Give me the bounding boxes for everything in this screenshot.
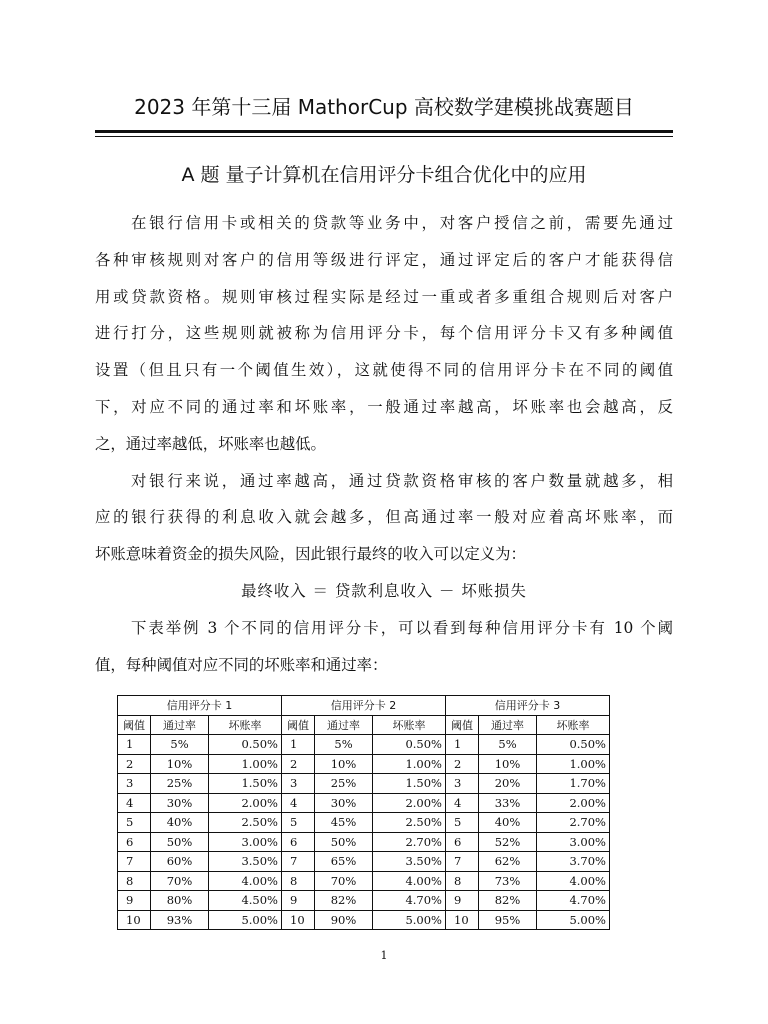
table-cell: 10: [282, 910, 315, 930]
column-header-cell: 阈值: [118, 715, 151, 735]
text-line: 对银行来说，通过率越高，通过贷款资格审核的客户数量就越多，相: [131, 471, 673, 490]
table-cell: 1.50%: [373, 774, 446, 794]
table-cell: 4: [446, 793, 479, 813]
table-cell: 9: [118, 891, 151, 911]
body-text: [95, 205, 673, 683]
column-header-cell: 通过率: [151, 715, 209, 735]
table-cell: 2.00%: [209, 793, 282, 813]
header-rule-thick: [95, 130, 673, 133]
competition-title: 2023 年第十三届 MathorCup 高校数学建模挑战赛题目: [134, 95, 634, 119]
table-cell: 2.70%: [373, 832, 446, 852]
table-cell: 4.00%: [373, 871, 446, 891]
table-cell: 2.00%: [537, 793, 610, 813]
table-cell: 90%: [315, 910, 373, 930]
table-cell: 5: [118, 813, 151, 833]
table-cell: 3: [118, 774, 151, 794]
column-header-cell: 通过率: [479, 715, 537, 735]
table-cell: 1: [282, 735, 315, 755]
table-cell: 0.50%: [209, 735, 282, 755]
table-cell: 7: [118, 852, 151, 872]
table-cell: 4: [282, 793, 315, 813]
table-cell: 5.00%: [373, 910, 446, 930]
table-cell: 5%: [479, 735, 537, 755]
table-cell: 50%: [151, 832, 209, 852]
column-header-cell: 阈值: [446, 715, 479, 735]
table-cell: 5.00%: [209, 910, 282, 930]
text-line: 最终收入 ＝ 贷款利息收入 － 坏账损失: [241, 581, 527, 600]
table-cell: 2.50%: [373, 813, 446, 833]
card-header-cell: 信用评分卡 3: [446, 696, 610, 716]
table-cell: 82%: [479, 891, 537, 911]
table-row: [118, 793, 610, 813]
text-line: 应的银行获得的利息收入就会越多，但高通过率一般对应着高坏账率，而: [95, 508, 673, 527]
table-cell: 65%: [315, 852, 373, 872]
table-cell: 3.00%: [209, 832, 282, 852]
table-cell: 9: [446, 891, 479, 911]
table-cell: 30%: [151, 793, 209, 813]
table-cell: 3: [282, 774, 315, 794]
table-cell: 10%: [151, 754, 209, 774]
table-cell: 80%: [151, 891, 209, 911]
credit-score-table: [117, 695, 610, 930]
table-cell: 0.50%: [373, 735, 446, 755]
table-cell: 25%: [151, 774, 209, 794]
table-cell: 52%: [479, 832, 537, 852]
table-cell: 3: [446, 774, 479, 794]
table-cell: 6: [446, 832, 479, 852]
table-cell: 8: [282, 871, 315, 891]
column-header-cell: 坏账率: [537, 715, 610, 735]
text-line: 设置（但且只有一个阈值生效），这就使得不同的信用评分卡在不同的阈值: [95, 361, 673, 380]
table-cell: 2.50%: [209, 813, 282, 833]
table-cell: 1.70%: [537, 774, 610, 794]
text-line: 值，每种阈值对应不同的坏账率和通过率：: [95, 655, 388, 674]
table-cell: 3.50%: [373, 852, 446, 872]
table-row: [118, 852, 610, 872]
table-cell: 20%: [479, 774, 537, 794]
table-cell: 50%: [315, 832, 373, 852]
table-cell: 5%: [151, 735, 209, 755]
table-cell: 10: [118, 910, 151, 930]
table-cell: 4.70%: [537, 891, 610, 911]
text-line: 下表举例 3 个不同的信用评分卡，可以看到每种信用评分卡有 10 个阈: [131, 618, 673, 637]
table-cell: 10%: [479, 754, 537, 774]
table-cell: 4.00%: [537, 871, 610, 891]
table-column-header-row: [118, 715, 610, 735]
table-row: [118, 871, 610, 891]
column-header-cell: 坏账率: [209, 715, 282, 735]
column-header-cell: 通过率: [315, 715, 373, 735]
text-line: 之，通过率越低，坏账率也越低。: [95, 434, 326, 453]
table-cell: 60%: [151, 852, 209, 872]
table-cell: 70%: [151, 871, 209, 891]
table-cell: 4: [118, 793, 151, 813]
text-line: 坏账意味着资金的损失风险，因此银行最终的收入可以定义为：: [95, 545, 526, 564]
table-cell: 33%: [479, 793, 537, 813]
table-cell: 25%: [315, 774, 373, 794]
table-cell: 2: [446, 754, 479, 774]
problem-title: A 题 量子计算机在信用评分卡组合优化中的应用: [181, 164, 587, 186]
table-cell: 5.00%: [537, 910, 610, 930]
table-cell: 2.00%: [373, 793, 446, 813]
card-header-cell: 信用评分卡 2: [282, 696, 446, 716]
table-cell: 5: [446, 813, 479, 833]
table-cell: 2.70%: [537, 813, 610, 833]
table-row: [118, 832, 610, 852]
table-cell: 3.50%: [209, 852, 282, 872]
table-cell: 1.50%: [209, 774, 282, 794]
table-row: [118, 754, 610, 774]
text-line: 在银行信用卡或相关的贷款等业务中，对客户授信之前，需要先通过: [131, 214, 673, 232]
table-cell: 70%: [315, 871, 373, 891]
table-cell: 40%: [151, 813, 209, 833]
table-cell: 1.00%: [373, 754, 446, 774]
table-cell: 73%: [479, 871, 537, 891]
table-row: [118, 891, 610, 911]
table-cell: 10%: [315, 754, 373, 774]
table-cell: 8: [118, 871, 151, 891]
table-cell: 93%: [151, 910, 209, 930]
table-cell: 7: [282, 852, 315, 872]
table-cell: 8: [446, 871, 479, 891]
table-cell: 95%: [479, 910, 537, 930]
table-cell: 4.00%: [209, 871, 282, 891]
table-cell: 2: [282, 754, 315, 774]
table-cell: 45%: [315, 813, 373, 833]
table-cell: 5: [282, 813, 315, 833]
text-line: 下，对应不同的通过率和坏账率，一般通过率越高，坏账率也会越高，反: [95, 397, 673, 416]
page-number: 1: [380, 949, 388, 962]
table-row: [118, 813, 610, 833]
table-cell: 62%: [479, 852, 537, 872]
text-line: 进行打分，这些规则就被称为信用评分卡，每个信用评分卡又有多种阈值: [95, 324, 673, 343]
table-cell: 2: [118, 754, 151, 774]
table-cell: 6: [282, 832, 315, 852]
table-row: [118, 735, 610, 755]
table-cell: 3.00%: [537, 832, 610, 852]
table-row: [118, 910, 610, 930]
table-cell: 3.70%: [537, 852, 610, 872]
table-cell: 82%: [315, 891, 373, 911]
column-header-cell: 阈值: [282, 715, 315, 735]
table-cell: 1: [118, 735, 151, 755]
table-cell: 10: [446, 910, 479, 930]
header-rule-thin: [95, 136, 673, 137]
table-cell: 1: [446, 735, 479, 755]
table-cell: 4.70%: [373, 891, 446, 911]
table-cell: 40%: [479, 813, 537, 833]
text-line: 用或贷款资格。规则审核过程实际是经过一重或者多重组合规则后对客户: [95, 287, 673, 306]
table-cell: 7: [446, 852, 479, 872]
table-cell: 1.00%: [209, 754, 282, 774]
card-header-cell: 信用评分卡 1: [118, 696, 282, 716]
table-cell: 6: [118, 832, 151, 852]
table-cell: 9: [282, 891, 315, 911]
table-cell: 30%: [315, 793, 373, 813]
table-cell: 4.50%: [209, 891, 282, 911]
table-cell: 5%: [315, 735, 373, 755]
table-cell: 0.50%: [537, 735, 610, 755]
column-header-cell: 坏账率: [373, 715, 446, 735]
text-line: 各种审核规则对客户的信用等级进行评定，通过评定后的客户才能获得信: [95, 250, 673, 269]
table-card-header-row: [118, 696, 610, 716]
table-cell: 1.00%: [537, 754, 610, 774]
table-row: [118, 774, 610, 794]
